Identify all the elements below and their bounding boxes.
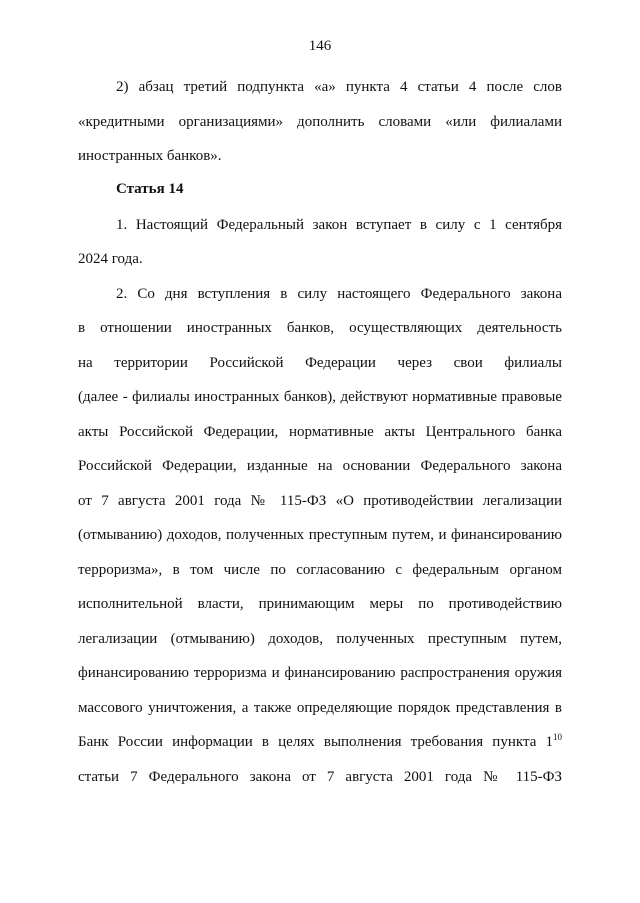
paragraph-line: «кредитными организациями» дополнить словами «или филиалами (78, 114, 562, 130)
paragraph-line: (отмыванию) доходов, полученных преступным путем, и финансированию (78, 527, 562, 543)
paragraph-line: акты Российской Федерации, нормативные акты Центрального банка (78, 424, 562, 440)
paragraph-line: массового уничтожения, а также определяющие порядок представления в (78, 700, 562, 716)
paragraph-line: на территории Российской Федерации через свои филиалы (78, 355, 562, 371)
paragraph-line: иностранных банков». (78, 148, 222, 164)
paragraph-line: 2) абзац третий подпункта «а» пункта 4 статьи 4 после слов (116, 79, 562, 95)
paragraph-line: финансированию терроризма и финансированию распространения оружия (78, 665, 562, 681)
paragraph-line: исполнительной власти, принимающим меры по противодействию (78, 596, 562, 612)
page-number: 146 (308, 38, 332, 54)
paragraph-line: (далее - филиалы иностранных банков), действуют нормативные правовые (78, 389, 562, 405)
paragraph-line: 2. Со дня вступления в силу настоящего Федерального закона (116, 286, 562, 302)
paragraph-line: статьи 7 Федерального закона от 7 августа 2001 года № 115-ФЗ (78, 769, 562, 785)
paragraph-line: в отношении иностранных банков, осуществляющих деятельность (78, 320, 562, 336)
paragraph-line-with-superscript (78, 733, 562, 751)
paragraph-line: легализации (отмыванию) доходов, полученных преступным путем, (78, 631, 562, 647)
paragraph-line: 1. Настоящий Федеральный закон вступает в силу с 1 сентября (116, 217, 562, 233)
article-heading: Статья 14 (116, 181, 184, 197)
paragraph-line: от 7 августа 2001 года № 115-ФЗ «О противодействии легализации (78, 493, 562, 509)
paragraph-line-text: Банк России информации в целях выполнения требования пункта 1 (78, 734, 553, 750)
paragraph-line: 2024 года. (78, 251, 143, 267)
paragraph-line: Российской Федерации, изданные на основании Федерального закона (78, 458, 562, 474)
paragraph-line: терроризма», в том числе по согласованию с федеральным органом (78, 562, 562, 578)
superscript: 10 (553, 732, 562, 742)
